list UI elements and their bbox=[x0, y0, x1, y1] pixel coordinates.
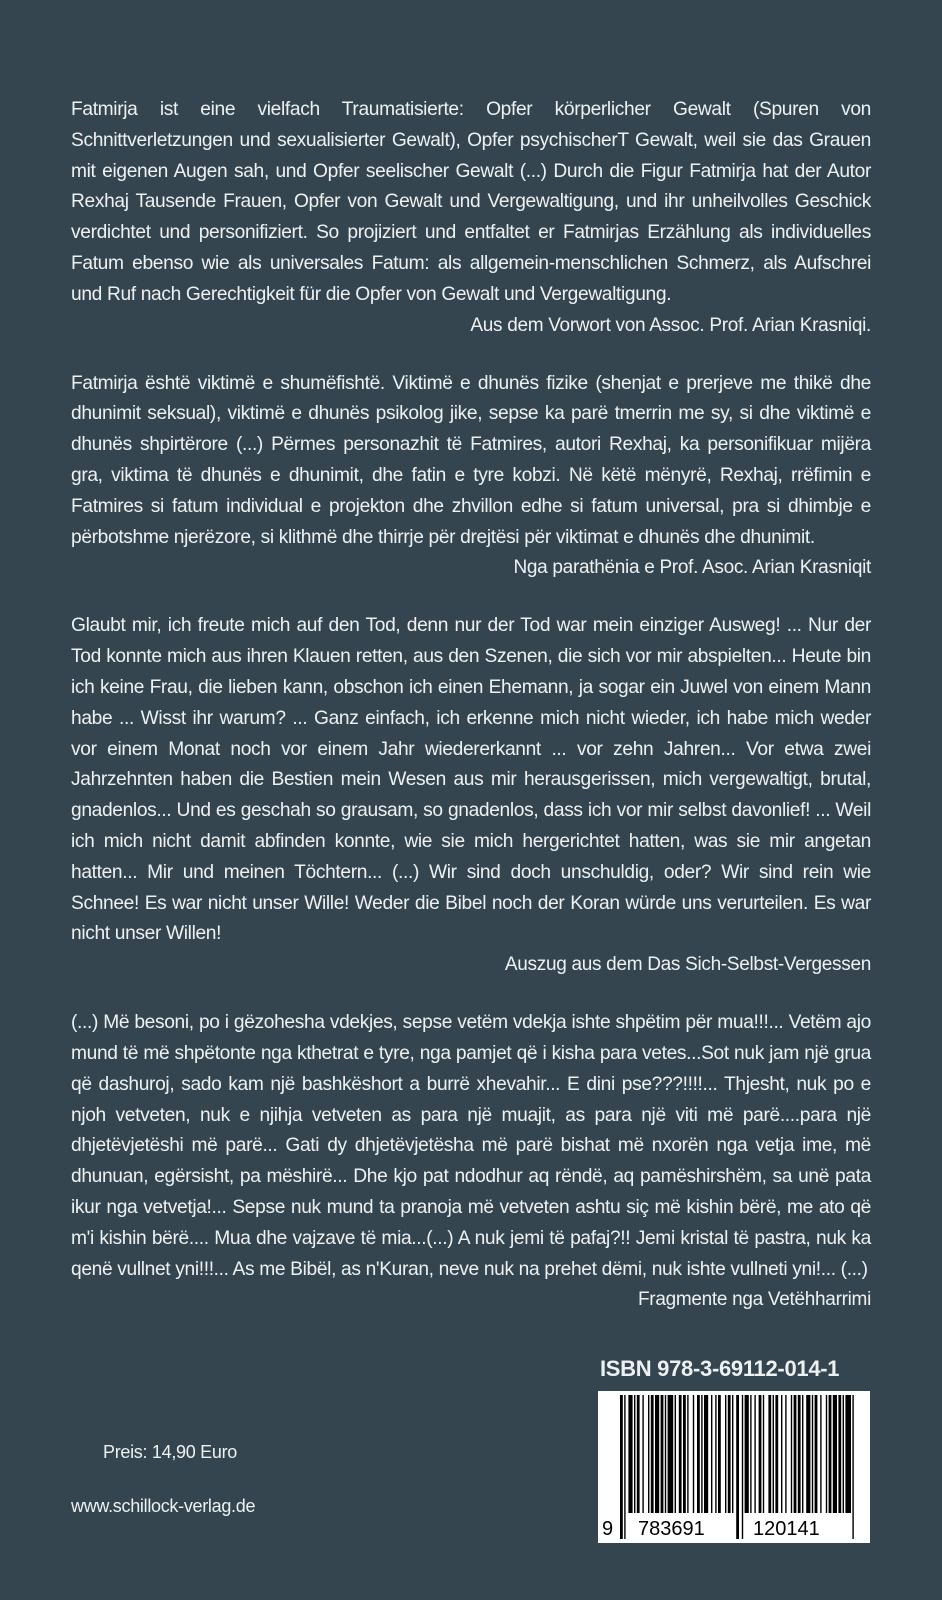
barcode-bar bbox=[833, 1395, 837, 1513]
barcode-bar bbox=[798, 1395, 801, 1513]
quote-paragraph: (...) Më besoni, po i gëzohesha vdekjes, sepse vetëm vdekja ishte shpëtim për mua!!!... Vetëm ajo mund të më shpëtonte nga kthetrat e tyre, nga pamjet që i kisha para vetes...Sot nuk jam një grua që dashuroj, sado kam një bashkëshort a burrë xhevahir... E dini pse???!!!!... Thjesht, nuk po e njoh vetveten, nuk e njihja vetveten as para një muajit, as para një viti më parë....para një dhjetëvjetëshi më parë... Gati dy dhjetëvjetësha më parë bishat më nxorën nga vetja ime, më dhunuan, egërsisht, pa mëshirë... Dhe kjo pat ndodhur aq rëndë, aq pamëshirshëm, sa unë pata ikur nga vetvetja!... Sepse nuk mund ta pranoja më vetveten ashtu siç më kishin bërë, me ato që m'i kishin bërë.... Mua dhe vajzave të mia...(...) A nuk jemi të pafaj?!! Jemi kristal të pastra, nuk ka qenë vullnet yni!!!... As me Bibël, as n'Kuran, neve nuk na prehet dëmi, nuk ishte vullneti yni!... (...) bbox=[71, 1012, 871, 1280]
barcode-bar bbox=[634, 1395, 635, 1513]
barcode-bar bbox=[651, 1395, 654, 1513]
barcode-bar bbox=[826, 1395, 827, 1513]
barcode-bar bbox=[815, 1395, 818, 1513]
barcode-bar bbox=[763, 1395, 764, 1513]
barcode-bar bbox=[812, 1395, 813, 1513]
barcode-bar bbox=[715, 1395, 716, 1513]
barcode-bar bbox=[759, 1395, 762, 1513]
barcode-bar bbox=[732, 1395, 733, 1513]
quote-paragraph: Glaubt mir, ich freute mich auf den Tod, denn nur der Tod war mein einziger Ausweg! ... Nur der Tod konnte mich aus ihren Klauen retten, aus den Szenen, die sich vor mir abspielten... Heute bin ich keine Frau, die lieben kann, obschon ich einen Ehemann, ja sogar ein Juwel von einem Mann habe ... Wisst ihr warum? ... Ganz einfach, ich erkenne mich nicht wieder, ich habe mich weder vor einem Monat noch vor einem Jahr wiedererkannt ... vor zehn Jahren... Vor etwa zwei Jahrzehnten haben die Bestien mein Wesen aus mir herausgerissen, mich vergewaltigt, brutal, gnadenlos... Und es geschah so grausam, so gnadenlos, dass ich vor mir selbst davonlief! ... Weil ich mich nicht damit abfinden konnte, wie sie mich hergerichtet hatten, was sie mir angetan hatten... Mir und meinen Töchtern... (...) Wir sind doch unschuldig, oder? Wir sind rein wie Schnee! Es war nicht unser Wille! Weder die Bibel noch der Koran würde uns verurteilen. Es war nicht unser Willen! bbox=[71, 615, 871, 945]
barcode-bar bbox=[665, 1395, 666, 1513]
quote-block bbox=[71, 1008, 871, 1315]
quote-block bbox=[71, 369, 871, 584]
barcode-bar bbox=[628, 1395, 632, 1513]
barcode-bar bbox=[750, 1395, 751, 1513]
quote-attribution: Nga parathënia e Prof. Asoc. Arian Krasniqit bbox=[513, 557, 871, 579]
quote-paragraph: Fatmirja është viktimë e shumëfishtë. Viktimë e dhunës fizike (shenjat e prerjeve me thikë dhe dhunimit seksual), viktimë e dhunës psikolog jike, sepse ka parë tmerrin me sy, si dhe viktimë e dhunës shpirtërore (...) Përmes personazhit të Fatmires, autori Rexhaj, ka personifikuar mijëra gra, viktima të dhunës e dhunimit, dhe fatin e tyre kobzi. Në këtë mënyrë, Rexhaj, rrëfimin e Fatmires si fatum individual e projekton dhe zhvillon edhe si fatum universal, pra si dhimbje e përbotshme njerëzore, si klithmë dhe thirrje për drejtësi për viktimat e dhunës dhe dhunimit. bbox=[71, 372, 871, 548]
barcode-bar bbox=[679, 1395, 682, 1513]
barcode-bar bbox=[642, 1395, 643, 1513]
barcode-bar bbox=[648, 1395, 649, 1513]
quote-block bbox=[71, 611, 871, 980]
barcode-bar bbox=[754, 1395, 755, 1513]
barcode-bar bbox=[728, 1395, 731, 1513]
quote-paragraph: Fatmirja ist eine vielfach Traumatisierte: Opfer körperlicher Gewalt (Spuren von Schnittverletzungen und sexualisierter Gewalt), Opfer psychischerT Gewalt, weil sie das Grauen mit eigenen Augen sah, und Opfer seelischer Gewalt (...) Durch die Figur Fatmirja hat der Autor Rexhaj Tausende Frauen, Opfer von Gewalt und Vergewaltigung, und ihr unheilvolles Geschick verdichtet und personifiziert. So projiziert und entfaltet er Fatmirjas Erzählung als individuelles Fatum ebenso wie als universales Fatum: als allgemein-menschlichen Schmerz, als Aufschrei und Ruf nach Gerechtigkeit für die Opfer von Gewalt und Vergewaltigung. bbox=[71, 99, 871, 305]
barcode-bar bbox=[838, 1395, 841, 1513]
barcode-bar bbox=[693, 1395, 694, 1513]
back-cover-text bbox=[71, 95, 871, 1343]
barcode-bar bbox=[785, 1395, 786, 1513]
barcode-bar bbox=[791, 1395, 792, 1513]
barcode-bar bbox=[683, 1395, 686, 1513]
quote-attribution: Fragmente nga Vetëhharrimi bbox=[638, 1289, 871, 1311]
barcode-bar bbox=[806, 1395, 810, 1513]
barcode-bar bbox=[701, 1395, 702, 1513]
price-label: Preis: 14,90 Euro bbox=[103, 1442, 237, 1462]
quote-attribution: Auszug aus dem Das Sich-Selbst-Vergessen bbox=[504, 954, 871, 976]
barcode-bar bbox=[745, 1395, 749, 1513]
barcode-bar bbox=[687, 1395, 688, 1513]
barcode-digits bbox=[598, 1513, 870, 1541]
isbn-barcode bbox=[598, 1391, 870, 1543]
barcode-bar bbox=[668, 1395, 674, 1513]
barcode-bar bbox=[711, 1395, 712, 1513]
barcode-digit-first: 9 bbox=[602, 1518, 614, 1540]
barcode-bar bbox=[794, 1395, 797, 1513]
barcode-bar bbox=[802, 1395, 803, 1513]
barcode-bar bbox=[843, 1395, 844, 1513]
barcode-bar bbox=[704, 1395, 708, 1513]
barcode-bar bbox=[697, 1395, 700, 1513]
barcode-bar bbox=[781, 1395, 782, 1513]
barcode-digits-left: 783691 bbox=[638, 1518, 705, 1540]
quote-block bbox=[71, 95, 871, 341]
barcode-bar bbox=[768, 1395, 771, 1513]
barcode-bar bbox=[718, 1395, 721, 1513]
publisher-website: www.schillock-verlag.de bbox=[71, 1496, 256, 1516]
barcode-bar bbox=[773, 1395, 774, 1513]
barcode-bar bbox=[820, 1395, 821, 1513]
barcode-digits-right: 120141 bbox=[753, 1518, 820, 1540]
barcode-bar bbox=[829, 1395, 832, 1513]
barcode-bar bbox=[655, 1395, 659, 1513]
barcode-bar bbox=[845, 1395, 851, 1513]
barcode-bar bbox=[775, 1395, 778, 1513]
isbn-label: ISBN 978-3-69112-014-1 bbox=[600, 1356, 840, 1381]
quote-attribution: Aus dem Vorwort von Assoc. Prof. Arian Krasniqi. bbox=[470, 314, 871, 336]
barcode-bar bbox=[725, 1395, 726, 1513]
barcode-bar bbox=[661, 1395, 664, 1513]
barcode-bar bbox=[637, 1395, 640, 1513]
barcode-bar bbox=[675, 1395, 676, 1513]
